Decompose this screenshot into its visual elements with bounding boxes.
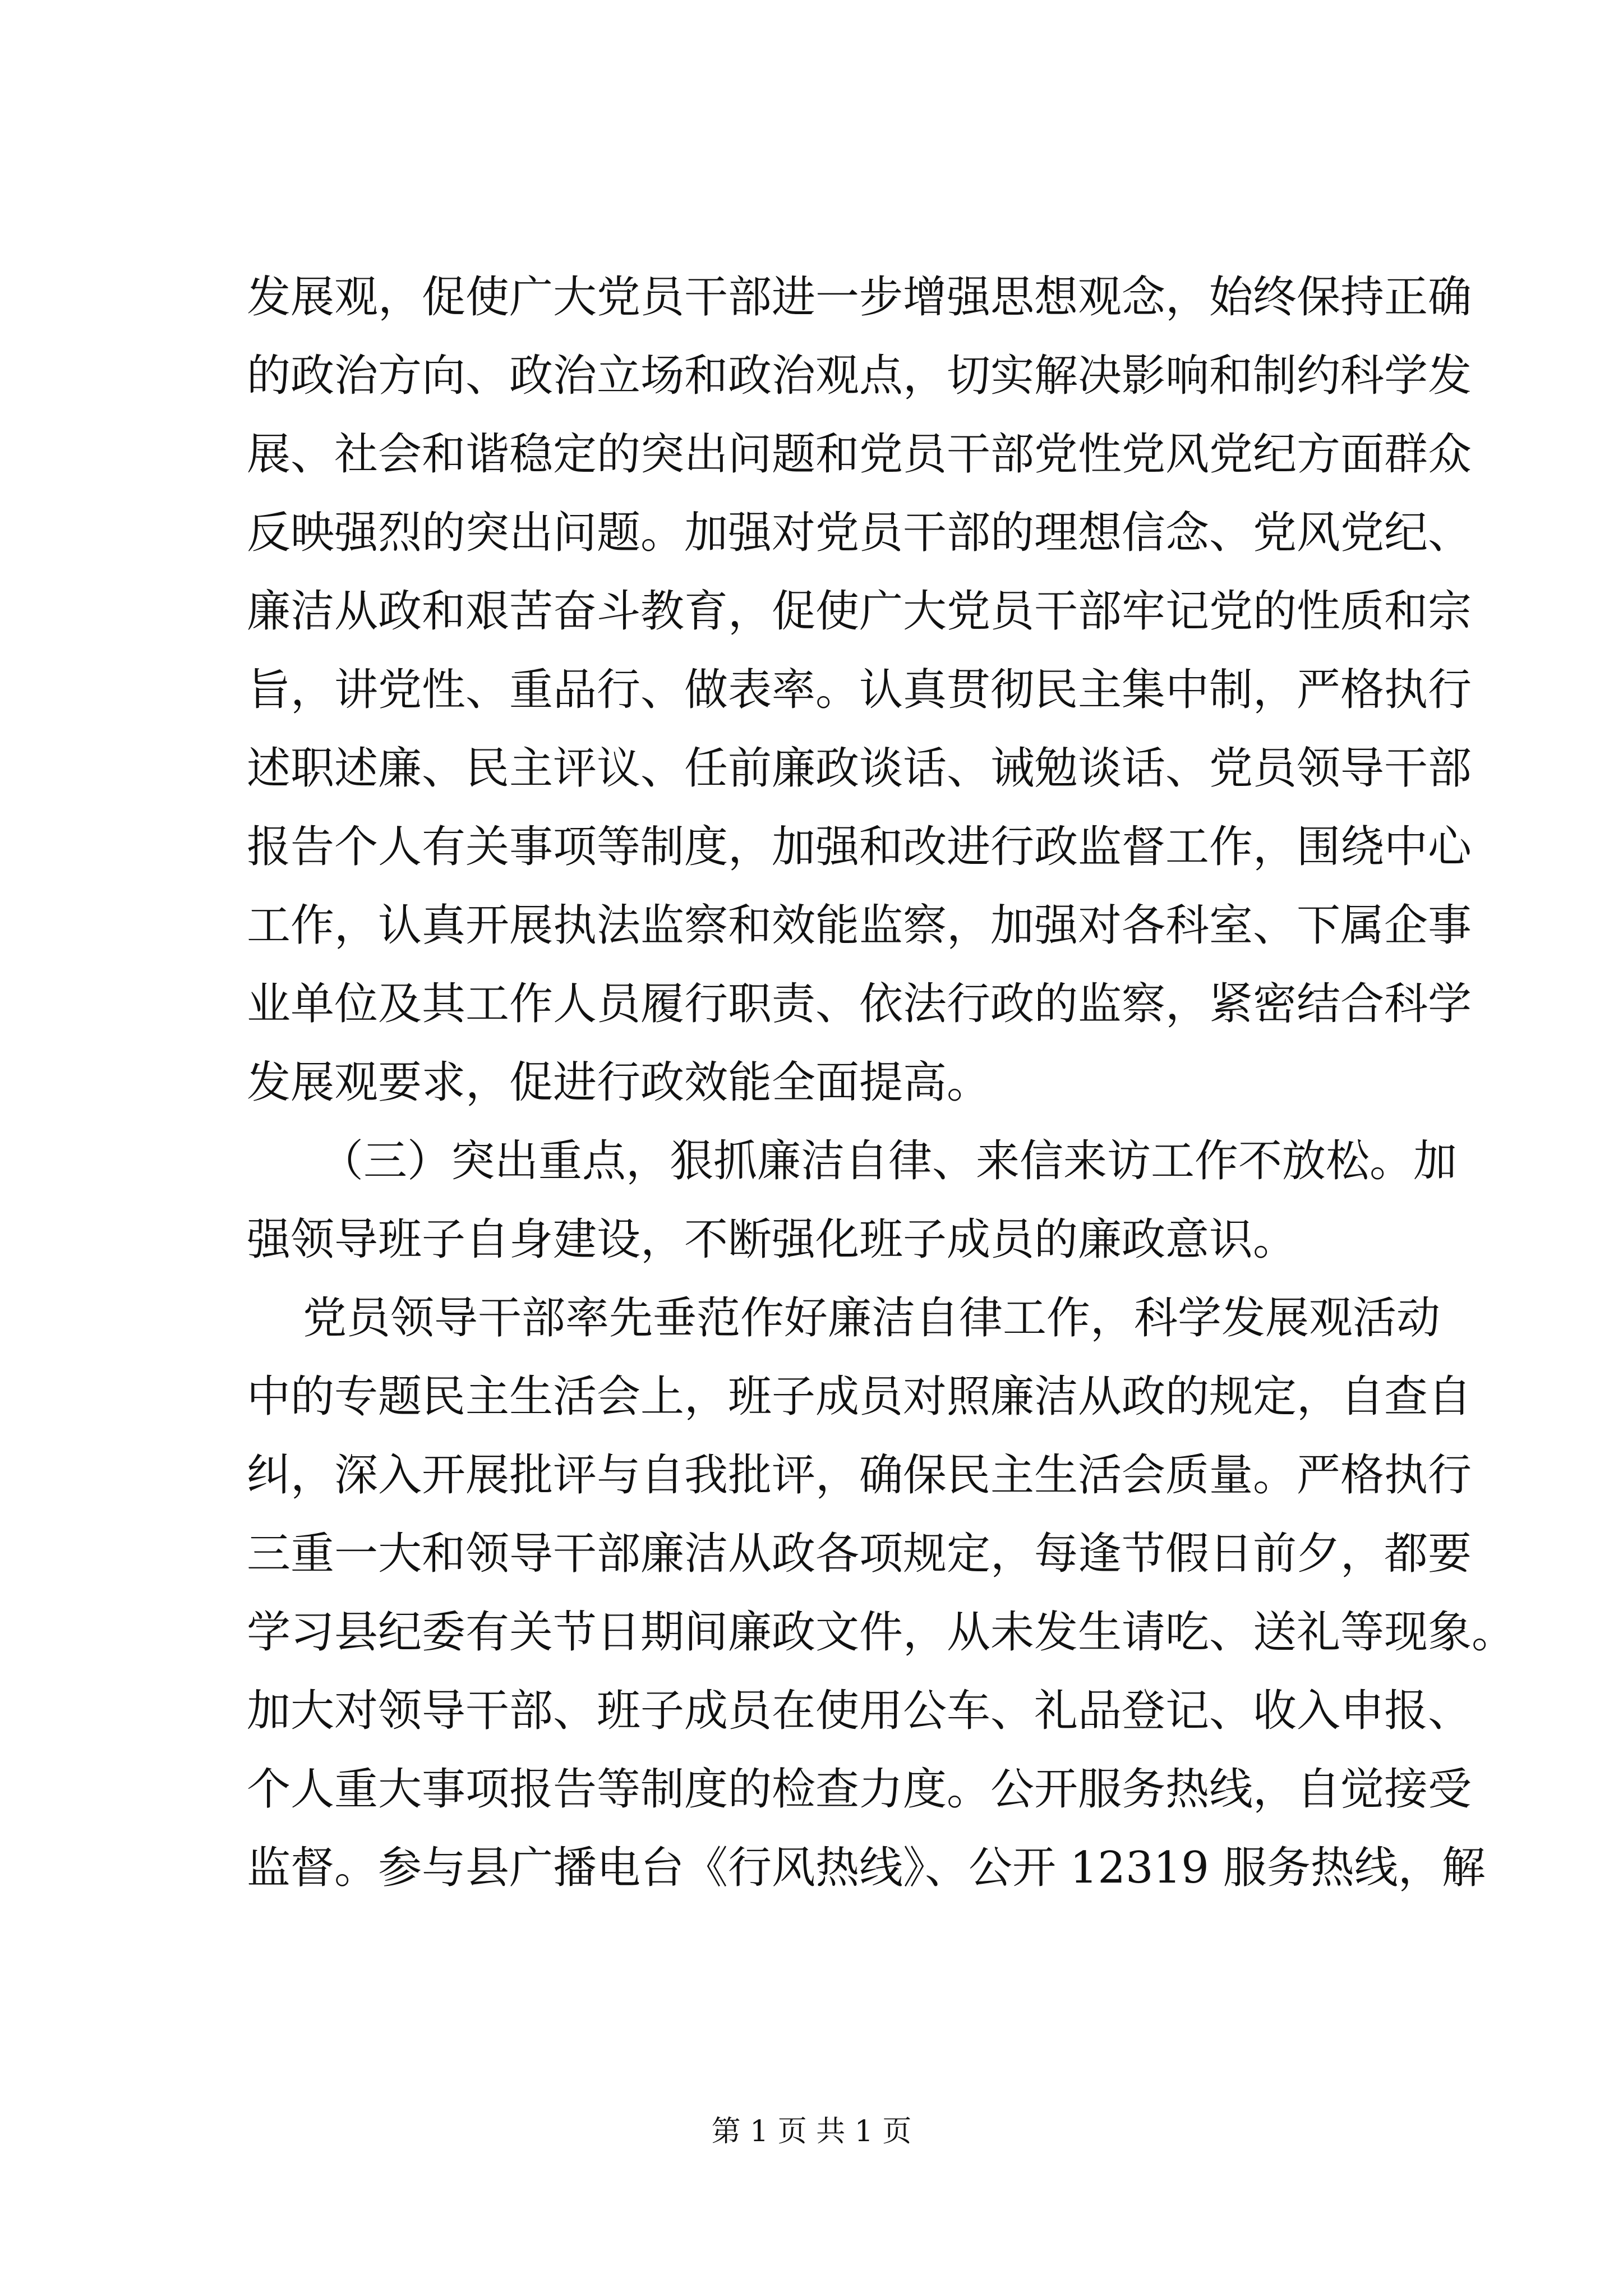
text-line: 发展观，促使广大党员干部进一步增强思想观念，始终保持正确: [247, 272, 1472, 323]
text-line: 述职述廉、民主评议、任前廉政谈话、诫勉谈话、党员领导干部: [247, 743, 1472, 794]
text-line: 学习县纪委有关节日期间廉政文件，从未发生请吃、送礼等现象。: [247, 1607, 1516, 1658]
page-footer: 第 1 页 共 1 页: [711, 2115, 912, 2148]
text-line: 加大对领导干部、班子成员在使用公车、礼品登记、收入申报、: [247, 1686, 1472, 1736]
text-line: 工作，认真开展执法监察和效能监察，加强对各科室、下属企事: [247, 900, 1472, 951]
text-line: 展、社会和谐稳定的突出问题和党员干部党性党风党纪方面群众: [247, 429, 1472, 480]
text-line: 三重一大和领导干部廉洁从政各项规定，每逢节假日前夕，都要: [247, 1529, 1472, 1579]
text-line: 中的专题民主生活会上，班子成员对照廉洁从政的规定，自查自: [247, 1372, 1472, 1422]
text-line: 发展观要求，促进行政效能全面提高。: [247, 1057, 991, 1108]
text-line: 纠，深入开展批评与自我批评，确保民主生活会质量。严格执行: [247, 1450, 1472, 1501]
text-line: 廉洁从政和艰苦奋斗教育，促使广大党员干部牢记党的性质和宗: [247, 586, 1472, 637]
text-line: 个人重大事项报告等制度的检查力度。公开服务热线，自觉接受: [247, 1764, 1472, 1815]
text-line: 的政治方向、政治立场和政治观点，切实解决影响和制约科学发: [247, 351, 1472, 401]
text-line: 强领导班子自身建设，不断强化班子成员的廉政意识。: [247, 1214, 1297, 1265]
text-line: 反映强烈的突出问题。加强对党员干部的理想信念、党风党纪、: [247, 508, 1472, 558]
paragraph-first-line: 党员领导干部率先垂范作好廉洁自律工作，科学发展观活动: [303, 1293, 1441, 1343]
section-heading: （三）突出重点，狠抓廉洁自律、来信来访工作不放松。加: [320, 1136, 1458, 1186]
text-line: 旨，讲党性、重品行、做表率。认真贯彻民主集中制，严格执行: [247, 665, 1472, 715]
text-line: 监督。参与县广播电台《行风热线》、公开 12319 服务热线，解: [247, 1843, 1486, 1893]
text-line: 报告个人有关事项等制度，加强和改进行政监督工作，围绕中心: [247, 822, 1472, 872]
text-line: 业单位及其工作人员履行职责、依法行政的监察，紧密结合科学: [247, 979, 1472, 1029]
